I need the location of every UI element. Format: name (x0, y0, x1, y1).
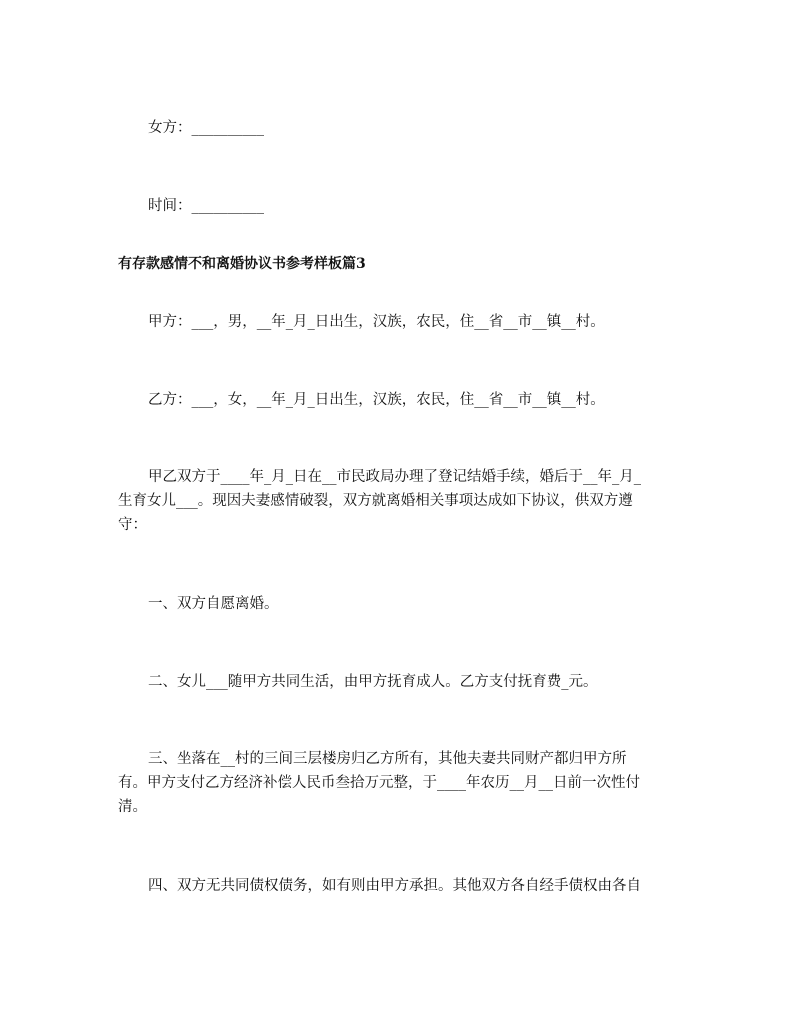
clause-4-line-1: 四、双方无共同债权债务，如有则由甲方承担。其他双方各自经手债权由各自 (148, 878, 641, 894)
party-b-line: 乙方：___，女，__年_月_日出生，汉族，农民，住__省__市__镇__村。 (148, 392, 605, 408)
intro-paragraph-line-1: 甲乙双方于____年_月_日在__市民政局办理了登记结婚手续，婚后于__年_月_ (148, 469, 641, 485)
time-line: 时间：__________ (148, 198, 264, 214)
party-a-line: 甲方：___，男，__年_月_日出生，汉族，农民，住__省__市__镇__村。 (148, 314, 605, 330)
intro-paragraph-line-2: 生育女儿___。现因夫妻感情破裂，双方就离婚相关事项达成如下协议，供双方遵 (118, 493, 633, 509)
clause-3-line-1: 三、坐落在__村的三间三层楼房归乙方所有，其他夫妻共同财产都归甲方所 (148, 751, 627, 767)
female-party-line: 女方：__________ (148, 120, 264, 136)
clause-3-line-3: 清。 (118, 799, 147, 815)
clause-1: 一、双方自愿离婚。 (148, 596, 279, 612)
clause-3-line-2: 有。甲方支付乙方经济补偿人民币叁拾万元整，于____年农历__月__日前一次性付 (118, 775, 640, 791)
clause-2: 二、女儿___随甲方共同生活，由甲方抚育成人。乙方支付抚育费_元。 (148, 674, 598, 690)
intro-paragraph-line-3: 守： (118, 517, 147, 533)
section-heading: 有存款感情不和离婚协议书参考样板篇3 (118, 256, 366, 272)
